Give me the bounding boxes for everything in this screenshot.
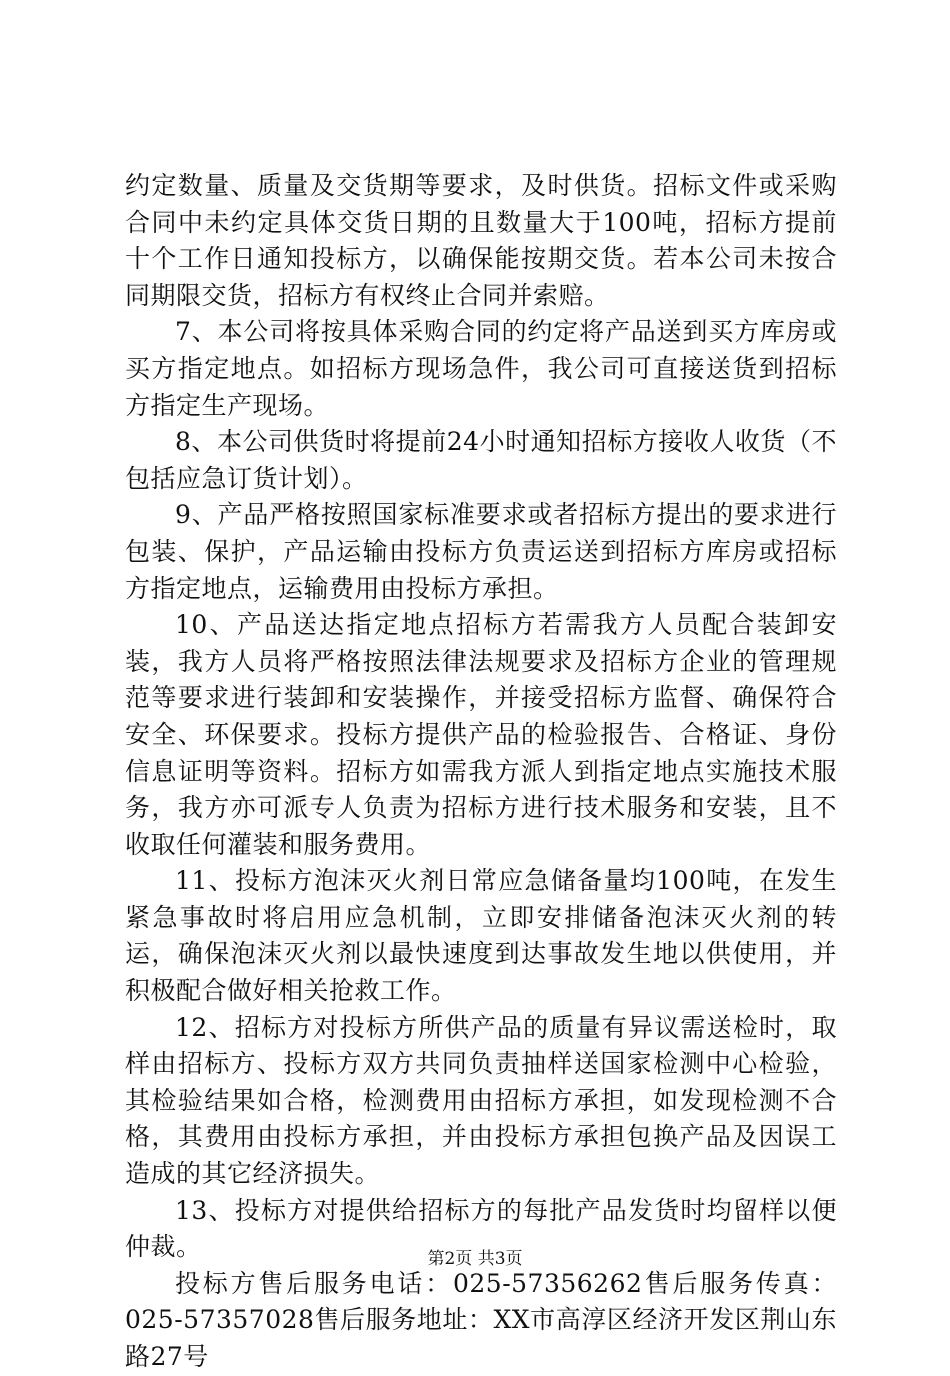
paragraph-service-contact: 投标方售后服务电话：025-57356262售后服务传真：025-57357028售后服务地址：XX市高淳区经济开发区荆山东路27号 bbox=[125, 1268, 837, 1371]
paragraph-item-13: 13、投标方对提供给招标方的每批产品发货时均留样以便仲裁。 bbox=[125, 1195, 837, 1262]
paragraph-item-7: 7、本公司将按具体采购合同的约定将产品送到买方库房或买方指定地点。如招标方现场急件，我公司可直接送货到招标方指定生产现场。 bbox=[125, 317, 837, 420]
paragraph-item-11: 11、投标方泡沫灭火剂日常应急储备量均100吨，在发生紧急事故时将启用应急机制，立即安排储备泡沫灭火剂的转运，确保泡沫灭火剂以最快速度到达事故发生地以供使用，并积极配合做好相关抢救工作。 bbox=[125, 866, 837, 1006]
document-body bbox=[125, 168, 837, 1376]
paragraph-item-9: 9、产品严格按照国家标准要求或者招标方提出的要求进行包装、保护，产品运输由投标方负责运送到招标方库房或招标方指定地点，运输费用由投标方承担。 bbox=[125, 500, 837, 603]
paragraph-item-12: 12、招标方对投标方所供产品的质量有异议需送检时，取样由招标方、投标方双方共同负责抽样送国家检测中心检验，其检验结果如合格，检测费用由招标方承担，如发现检测不合格，其费用由投标方承担，并由投标方承担包换产品及因误工造成的其它经济损失。 bbox=[125, 1012, 837, 1189]
paragraph-item-8: 8、本公司供货时将提前24小时通知招标方接收人收货（不包括应急订货计划）。 bbox=[125, 427, 837, 493]
page-footer: 第2页 共3页 bbox=[427, 1249, 523, 1269]
paragraph-item-10: 10、产品送达指定地点招标方若需我方人员配合装卸安装，我方人员将严格按照法律法规要求及招标方企业的管理规范等要求进行装卸和安装操作，并接受招标方监督、确保符合安全、环保要求。投标方提供产品的检验报告、合格证、身份信息证明等资料。招标方如需我方派人到指定地点实施技术服务，我方亦可派专人负责为招标方进行技术服务和安装，且不收取任何灌装和服务费用。 bbox=[125, 610, 837, 859]
paragraph-continuation: 约定数量、质量及交货期等要求，及时供货。招标文件或采购合同中未约定具体交货日期的且数量大于100吨，招标方提前十个工作日通知投标方，以确保能按期交货。若本公司未按合同期限交货，招标方有权终止合同并索赔。 bbox=[125, 171, 837, 310]
